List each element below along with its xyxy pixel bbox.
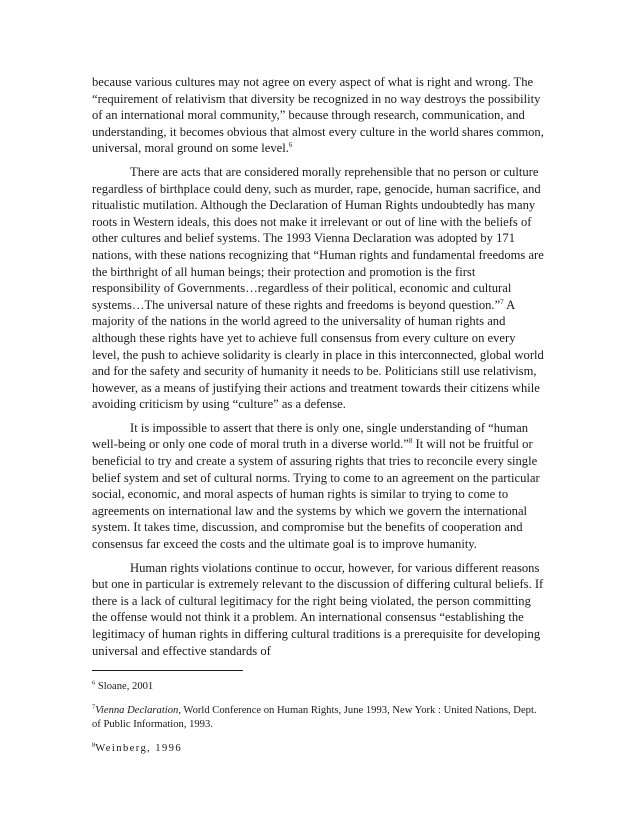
footnote-number: 6 [92, 679, 96, 687]
footnote-number: 8 [92, 741, 96, 749]
paragraph [92, 164, 544, 413]
footnote-marker: 6 [288, 141, 293, 150]
paragraph [92, 420, 544, 553]
text-run: Sloane, 2001 [95, 681, 154, 692]
paragraph [92, 560, 544, 660]
text-run: Human rights violations continue to occur, however, for various different reasons but one in particular is extremely relevant to the discussion of differing cultural beliefs. If there is a lack of cultural legitimacy for the right being violated, the person committing the offense would not think it a problem. An international consensus “establishing the legitimacy of human rights in differing cultural traditions is a prerequisite for developing universal and effective standards of [92, 560, 544, 658]
footnote-marker: 8 [408, 437, 413, 446]
footnotes [92, 680, 544, 766]
paragraph [92, 74, 544, 157]
footnote [92, 742, 544, 756]
footnote-marker: 7 [500, 297, 504, 306]
body-text [92, 74, 544, 666]
footnote-number: 7 [92, 703, 96, 711]
footnote [92, 680, 544, 694]
text-run: Weinberg, 1996 [95, 743, 183, 754]
text-run: There are acts that are considered morally reprehensible that no person or culture regardless of birthplace could deny, such as murder, rape, genocide, human sacrifice, and ritualistic mutilation. Although the Declaration of Human Rights undoubtedly has many roots in Western ideals, this does not make it irrelevant or out of line with the beliefs of other cultures and belief systems. The 1993 Vienna Declaration was adopted by 171 nations, with these nations recognizing that “Human rights and fundamental freedoms are the birthright of all human beings; their protection and promotion is the first responsibility of Governments…regardless of their political, economic and cultural systems…The universal nature of these rights and freedoms is beyond question.” [92, 164, 544, 312]
text-run: It is impossible to assert that there is only one, single understanding of “human well-being or only one code of moral truth in a diverse world.” [92, 420, 529, 452]
italic-title: Vienna Declaration [95, 705, 179, 716]
text-run: because various cultures may not agree on every aspect of what is right and wrong. The “requirement of relativism that diversity be recognized in no way destroys the possibility of an international moral community,” because through research, communication, and understanding, it becomes obvious that almost every culture in the world shares common, universal, moral ground on some level. [92, 75, 544, 156]
footnote-separator [92, 670, 243, 671]
text-run: It will not be fruitful or beneficial to try and create a system of assuring rights that tries to reconcile every single belief system and set of cultural norms. Trying to come to an agreement on the particular social, economic, and moral aspects of human rights is similar to trying to come to agreements on international law and the systems by which we govern the international system. It takes time, discussion, and compromise but the benefits of cooperation and consensus far exceed the costs and the ultimate goal is to improve humanity. [92, 437, 540, 552]
text-run: , World Conference on Human Rights, June 1993, New York : United Nations, Dept. of Public Information, 1993. [92, 705, 537, 730]
text-run: A majority of the nations in the world agreed to the universality of human rights and although these rights have yet to achieve full consensus from every culture on every level, the push to achieve solidarity is clearly in place in this interconnected, global world and for the safety and security of humanity it needs to be. Politicians still use relativism, however, as a means of justifying their actions and treatment towards their citizens while avoiding criticism by using “culture” as a defense. [92, 297, 544, 412]
footnote [92, 704, 544, 732]
